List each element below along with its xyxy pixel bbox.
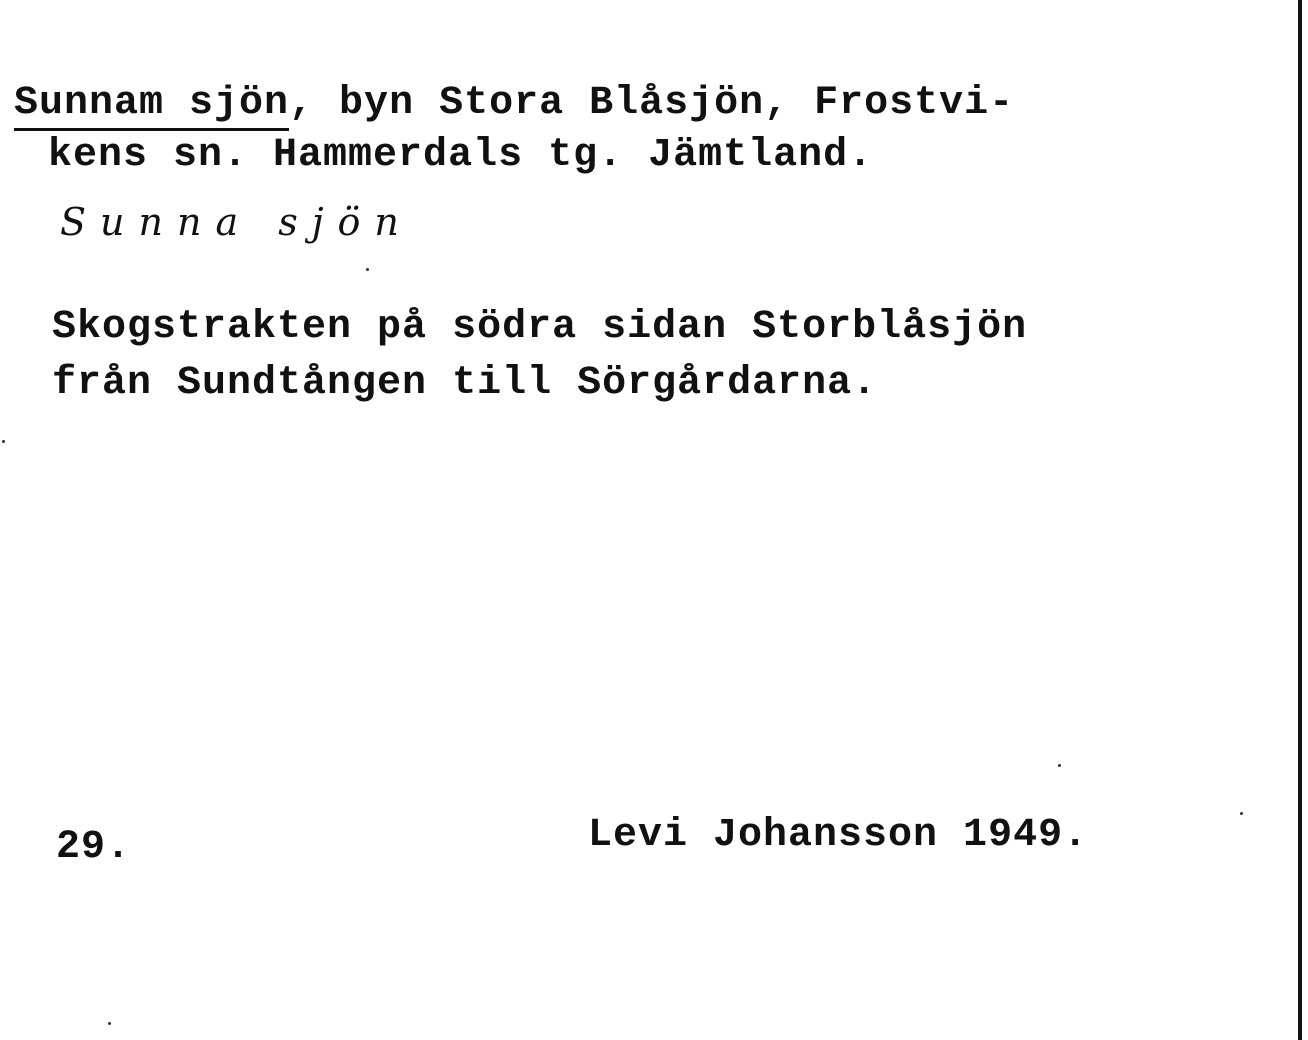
scan-speck — [366, 268, 369, 271]
heading-rest: , byn Stora Blåsjön, Frostvi- — [289, 81, 1015, 126]
scan-speck — [2, 440, 5, 443]
card-edge-line — [1298, 0, 1302, 1040]
description-line-1: Skogstrakten på södra sidan Storblåsjön — [52, 305, 1028, 350]
handwritten-form: Sunna sjön — [60, 200, 413, 244]
headword: Sunnam sjön — [14, 81, 289, 131]
heading-line-1 — [14, 80, 1014, 128]
card-number: 29. — [56, 825, 132, 870]
scan-speck — [108, 1022, 111, 1025]
collector-signature: Levi Johansson 1949. — [588, 813, 1089, 858]
description-line-2: från Sundtången till Sörgårdarna. — [52, 361, 878, 406]
heading-line-2: kens sn. Hammerdals tg. Jämtland. — [48, 133, 874, 178]
scan-speck — [1240, 812, 1243, 815]
scan-speck — [1058, 764, 1061, 767]
